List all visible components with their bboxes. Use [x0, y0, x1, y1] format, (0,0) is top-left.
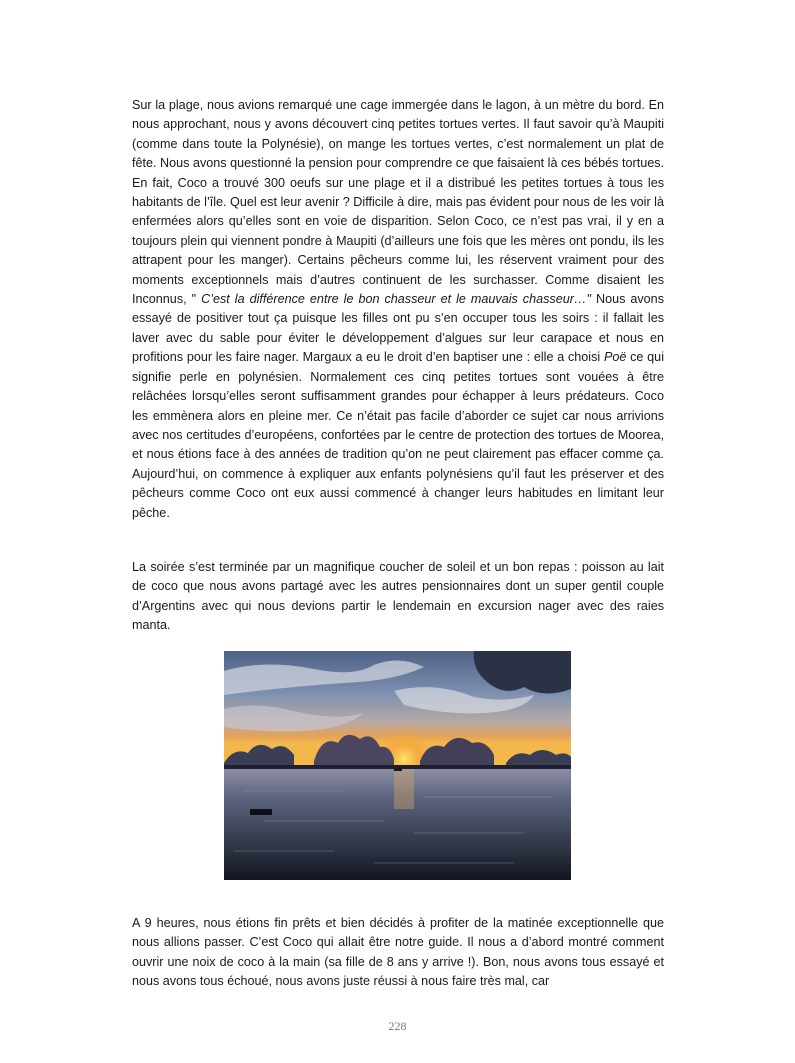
floating-cage [250, 809, 272, 815]
page-number: 228 [388, 1019, 407, 1033]
boat-silhouette [394, 768, 402, 771]
paragraph-turtles-text-a: Sur la plage, nous avions remarqué une cage immergée dans le lagon, à un mètre du bord. En nous approchant, nous y avons découvert cinq petites tortues vertes. Il faut savoir qu’à Maupiti (comme dans toute la Polynésie), on mange les tortues vertes, c’est normalement un plat de fête. Nous avons questionné la pension pour comprendre ce que faisaient là ces bébés tortues. En fait, Coco a trouvé 300 oeufs sur une plage et il a distribué les petites tortues à tous les habitants de l’île. Quel est leur avenir ? Difficile à dire, mais pas évident pour nous de les voir là enfermées alors qu’elles sont en voie de disparition. Selon Coco, ce n’est pas vrai, il y en a toujours plein qui viennent pondre à Maupiti (d’ailleurs une fois que les mères ont pondu, ils les attrapent pour les manger). Certains pêcheurs comme lui, les réservent vraiment pour des moments exceptionnels mais d’autres continuent de les surchasser. Comme disaient les Inconnus, " [132, 98, 664, 307]
paragraph-turtles [132, 96, 664, 523]
sun-reflection [394, 769, 414, 809]
paragraph-turtles-text-b: Nous avons essayé de positiver tout ça puisque les filles ont pu s’en occuper tous les soirs : il fallait les laver avec du sable pour éviter le développement d’algues sur leur carapace et nous en profitions pour les faire nager. Margaux a eu le droit d’en baptiser une : elle a choisi [132, 292, 664, 365]
paragraph-turtles-text-c: ce qui signifie perle en polynésien. Normalement ces cinq petites tortues sont vouées à être relâchées lorsqu’elles seront suffisamment grandes pour échapper à leurs prédateurs. Coco les emmènera alors en pleine mer. Ce n’était pas facile d’aborder ce sujet car nous arrivions avec nos certitudes d’européens, confortées par le centre de protection des tortues de Moorea, et nous étions face à des années de tradition qu’on ne peut clairement pas effacer comme ça. Aujourd’hui, on commence à expliquer aux enfants polynésiens qu’il faut les préserver et des pêcheurs comme Coco ont eux aussi commencé à changer leurs habitudes en limitant leur pêche. [132, 350, 664, 520]
paragraph-sunset-evening: La soirée s’est terminée par un magnifique coucher de soleil et un bon repas : poisson au lait de coco que nous avons partagé avec les autres pensionnaires dont un super gentil couple d’Argentins avec qui nous devions partir le lendemain en excursion nager avec des raies manta. [132, 560, 664, 633]
sunset-lagoon-photo [224, 651, 571, 880]
quote-inconnus: C’est la différence entre le bon chasseur et le mauvais chasseur…" [201, 292, 591, 307]
paragraph-morning: A 9 heures, nous étions fin prêts et bien décidés à profiter de la matinée exceptionnelle que nous allions passer. C’est Coco qui allait être notre guide. Il nous a d’abord montré comment ouvrir une noix de coco à la main (sa fille de 8 ans y arrive !). Bon, nous avons tous essayé et nous avons tous échoué, nous avons juste réussi à nous faire très mal, car [132, 916, 664, 989]
turtle-name: Poë [603, 350, 627, 365]
